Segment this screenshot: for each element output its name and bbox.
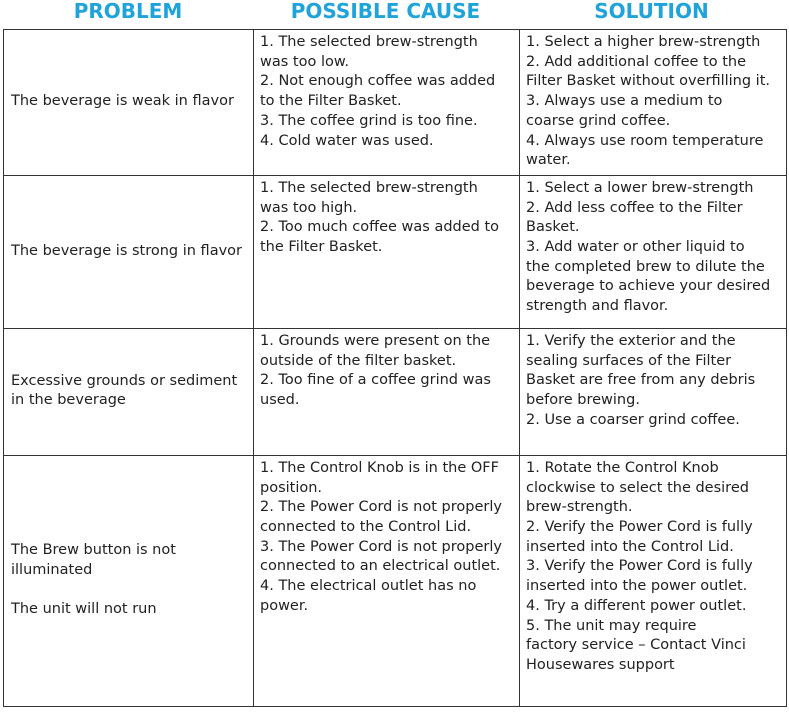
solution-text-line: 3. Add water or other liquid to (526, 239, 745, 256)
cause-text-line: 1. Grounds were present on the (260, 332, 491, 349)
problem-cell (4, 175, 254, 328)
cause-text-line: 1. The selected brew-strength (260, 179, 478, 196)
solution-cell (520, 175, 787, 328)
solution-cell (520, 30, 787, 176)
solution-text-line: 1. Verify the exterior and the (526, 332, 736, 349)
cause-text-line: position. (260, 479, 323, 496)
solution-text-line: Housewares support (526, 656, 675, 673)
cause-text-line: connected to the Control Lid. (260, 519, 472, 536)
solution-text-line: Filter Basket without overfilling it. (526, 73, 771, 90)
header-problem: PROBLEM (73, 0, 183, 23)
solution-text-line: sealing surfaces of the Filter (526, 352, 732, 369)
cause-text-line: connected to an electrical outlet. (260, 558, 501, 575)
table-row (4, 175, 787, 328)
cause-text-line: 3. The Power Cord is not properly (260, 538, 502, 555)
solution-text-line: 4. Always use room temperature (526, 132, 764, 149)
solution-text-line: 1. Select a lower brew-strength (526, 179, 754, 196)
solution-text-line: 3. Always use a medium to (526, 93, 723, 110)
problem-cell (4, 455, 254, 706)
cause-text-line: the Filter Basket. (260, 239, 383, 256)
solution-text-line: 2. Add additional coffee to the (526, 53, 746, 70)
solution-text-line: clockwise to select the desired (526, 479, 749, 496)
solution-text-line: 2. Add less coffee to the Filter (526, 199, 743, 216)
solution-cell (520, 328, 787, 455)
cause-text-line: was too low. (260, 53, 349, 70)
cause-text-line: 1. The Control Knob is in the OFF (260, 459, 499, 476)
problem-text-line: in the beverage (11, 392, 126, 409)
solution-text-line: inserted into the power outlet. (526, 578, 748, 595)
solution-text-line: beverage to achieve your desired (526, 278, 771, 295)
possible-cause-cell (254, 175, 520, 328)
table-row (4, 328, 787, 455)
table-header-row (3, 0, 785, 26)
problem-text-line: The Brew button is not (11, 541, 176, 558)
solution-text-line: before brewing. (526, 392, 640, 409)
problem-text-line: The beverage is weak in flavor (11, 93, 234, 110)
possible-cause-cell (254, 30, 520, 176)
problem-text-line: The beverage is strong in flavor (11, 242, 242, 259)
solution-text-line: coarse grind coffee. (526, 112, 671, 129)
solution-text-line: 4. Try a different power outlet. (526, 597, 747, 614)
problem-text-line: illuminated (11, 561, 93, 578)
line-gap (11, 580, 248, 600)
solution-cell (520, 455, 787, 706)
troubleshooting-table (3, 29, 787, 707)
solution-text-line: brew-strength. (526, 499, 633, 516)
problem-text-line: Excessive grounds or sediment (11, 372, 238, 389)
solution-text-line: 2. Verify the Power Cord is fully (526, 519, 753, 536)
troubleshooting-table-body (4, 30, 787, 707)
problem-text-line: The unit will not run (11, 601, 157, 618)
header-solution: SOLUTION (594, 0, 709, 23)
solution-text-line: 1. Select a higher brew-strength (526, 34, 761, 50)
solution-text-line: Basket. (526, 219, 580, 236)
problem-cell (4, 30, 254, 176)
table-row (4, 455, 787, 706)
cause-text-line: 4. Cold water was used. (260, 132, 434, 149)
cause-text-line: 2. Too much coffee was added to (260, 219, 500, 236)
cause-text-line: 3. The coffee grind is too fine. (260, 112, 478, 129)
problem-cell (4, 328, 254, 455)
solution-text-line: factory service – Contact Vinci (526, 637, 746, 654)
solution-text-line: 3. Verify the Power Cord is fully (526, 558, 753, 575)
solution-text-line: the completed brew to dilute the (526, 258, 765, 275)
solution-text-line: Basket are free from any debris (526, 372, 756, 389)
cause-text-line: 2. Not enough coffee was added (260, 73, 496, 90)
table-row (4, 30, 787, 176)
cause-text-line: used. (260, 392, 300, 409)
cause-text-line: to the Filter Basket. (260, 93, 402, 110)
cause-text-line: outside of the filter basket. (260, 352, 457, 369)
cause-text-line: 2. The Power Cord is not properly (260, 499, 502, 516)
possible-cause-cell (254, 455, 520, 706)
solution-text-line: water. (526, 152, 571, 169)
cause-text-line: power. (260, 597, 309, 614)
cause-text-line: 1. The selected brew-strength (260, 34, 478, 50)
solution-text-line: 2. Use a coarser grind coffee. (526, 411, 740, 428)
solution-text-line: inserted into the Control Lid. (526, 538, 734, 555)
solution-text-line: strength and flavor. (526, 298, 669, 315)
solution-text-line: 1. Rotate the Control Knob (526, 459, 719, 476)
possible-cause-cell (254, 328, 520, 455)
cause-text-line: 2. Too fine of a coffee grind was (260, 372, 491, 389)
header-possible-cause: POSSIBLE CAUSE (290, 0, 481, 23)
cause-text-line: was too high. (260, 199, 358, 216)
cause-text-line: 4. The electrical outlet has no (260, 578, 477, 595)
solution-text-line: 5. The unit may require (526, 617, 697, 634)
